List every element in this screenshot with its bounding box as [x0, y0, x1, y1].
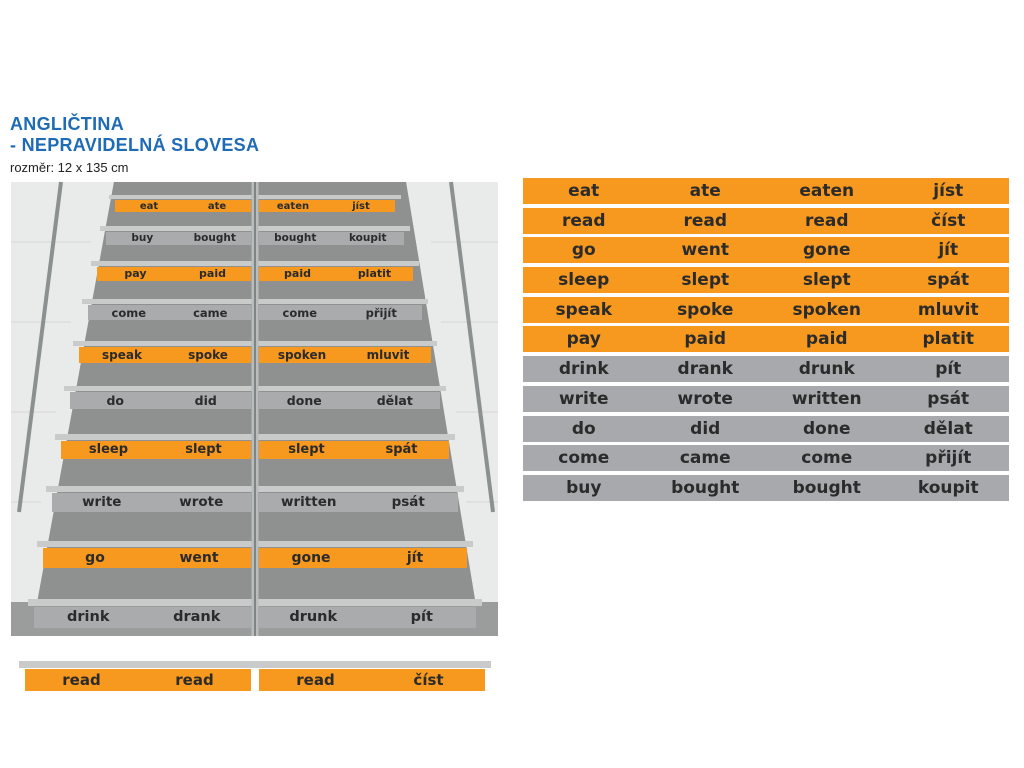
stair-panel [259, 548, 467, 568]
stair-word: jíst [352, 200, 370, 212]
stair-tread [37, 541, 473, 547]
stair-panel [259, 441, 449, 459]
stair-word: jít [406, 550, 424, 566]
stair-word: did [194, 393, 217, 408]
stair-tread [46, 486, 464, 492]
table-cell: bought [671, 477, 740, 498]
table-row [523, 208, 1009, 234]
table-row [523, 356, 1009, 382]
stair-word: done [286, 393, 322, 408]
table-cell: slept [802, 270, 851, 291]
table-cell: paid [684, 329, 727, 350]
table-cell: pít [935, 359, 962, 380]
stair-word: come [111, 305, 146, 320]
table-cell: přijít [925, 448, 972, 469]
table-row [523, 416, 1009, 442]
stair-word: go [85, 550, 105, 566]
stair-word: read [62, 671, 101, 689]
table-cell: platit [922, 329, 975, 350]
stair-word: drank [173, 609, 221, 626]
stair-panel [52, 493, 251, 512]
stair-word: ate [207, 200, 227, 212]
table-cell: drank [677, 359, 733, 380]
stair-word: eaten [276, 200, 310, 212]
stair-word: spát [385, 442, 418, 458]
stair-word: dělat [376, 393, 413, 408]
table-cell: write [558, 388, 609, 409]
stair-word: speak [102, 347, 142, 362]
stair-word: psát [391, 494, 425, 511]
stair-panel [88, 305, 251, 320]
table-cell: speak [555, 299, 613, 320]
table-cell: buy [566, 477, 602, 498]
stair-word: slept [185, 442, 222, 458]
table-cell: went [681, 240, 729, 261]
stair-word: came [193, 305, 228, 320]
table-row [523, 178, 1009, 204]
table-row [523, 267, 1009, 293]
table-cell: came [679, 448, 731, 469]
stair-panel [61, 441, 251, 459]
stair-word: mluvit [366, 347, 410, 362]
stair-tread [55, 434, 455, 440]
stair-panel [259, 347, 431, 363]
stair-word: wrote [179, 494, 224, 511]
stair-panel [259, 493, 458, 512]
table-cell: pay [566, 329, 601, 350]
stair-word: číst [413, 671, 444, 689]
staircase-photo [11, 182, 498, 689]
table-cell: spoke [677, 299, 734, 320]
stair-word: slept [288, 442, 325, 458]
stair-panel [259, 305, 422, 320]
verbs-table [523, 178, 1009, 505]
table-cell: psát [927, 388, 970, 409]
stair-tread [109, 195, 401, 199]
table-cell: gone [803, 240, 851, 261]
stair-word: drink [67, 609, 110, 626]
table-cell: ate [689, 181, 721, 201]
table-cell: mluvit [917, 299, 979, 320]
stair-word: do [106, 393, 125, 408]
table-cell: drink [558, 359, 609, 380]
table-row [523, 237, 1009, 263]
table-cell: spoken [792, 299, 861, 320]
table-cell: eaten [799, 181, 855, 201]
table-cell: bought [792, 477, 861, 498]
stair-word: paid [284, 267, 311, 281]
stair-word: went [179, 550, 219, 566]
stair-word: eat [139, 200, 159, 212]
stair-tread [73, 341, 437, 346]
table-row [523, 297, 1009, 323]
stair-tread [91, 261, 419, 266]
stair-word: spoken [277, 347, 327, 362]
table-cell: paid [805, 329, 848, 350]
stair-word: koupit [348, 232, 387, 245]
stair-tread [19, 661, 491, 668]
table-cell: read [804, 210, 849, 231]
stair-tread [100, 226, 410, 230]
stair-word: přijít [365, 305, 397, 320]
stair-word: pay [124, 267, 147, 281]
table-cell: sleep [558, 270, 610, 291]
stair-panel [115, 200, 251, 212]
stair-panel [259, 607, 476, 628]
table-cell: eat [568, 181, 600, 201]
stair-word: platit [357, 267, 392, 281]
table-cell: go [571, 240, 596, 261]
stair-word: bought [274, 232, 317, 245]
stair-word: come [282, 305, 317, 320]
table-cell: jít [938, 240, 959, 261]
table-cell: jíst [933, 181, 964, 201]
table-row [523, 326, 1009, 352]
stair-word: write [82, 494, 122, 511]
stair-panel [97, 267, 251, 281]
stair-word: drunk [289, 609, 338, 626]
stair-word: written [281, 494, 337, 511]
table-cell: read [561, 210, 606, 231]
stair-panel [259, 267, 413, 281]
table-cell: drunk [798, 359, 855, 380]
table-cell: slept [681, 270, 730, 291]
table-cell: read [683, 210, 728, 231]
stair-panel [43, 548, 251, 568]
stair-word: gone [291, 550, 331, 566]
stair-word: read [175, 671, 214, 689]
title-line-1: ANGLIČTINA [10, 114, 124, 134]
stair-tread [64, 386, 446, 392]
stair-panel [259, 669, 485, 691]
title-line-2: - NEPRAVIDELNÁ SLOVESA [10, 135, 260, 155]
table-cell: written [791, 388, 862, 409]
stair-panel [79, 347, 251, 363]
stair-tread [82, 299, 428, 304]
table-cell: did [690, 418, 721, 439]
stair-word: sleep [88, 442, 129, 458]
table-cell: done [803, 418, 851, 439]
stair-word: spoke [188, 347, 228, 362]
table-row [523, 475, 1009, 501]
table-cell: koupit [917, 477, 979, 498]
table-cell: come [801, 448, 853, 469]
stair-word: paid [199, 267, 226, 281]
stair-panel [34, 607, 251, 628]
stair-panel [70, 392, 251, 409]
stair-word: pít [410, 609, 433, 626]
table-cell: číst [931, 210, 966, 231]
stair-word: buy [131, 232, 154, 245]
size-label: rozměr: 12 x 135 cm [10, 160, 129, 175]
table-cell: dělat [923, 418, 973, 439]
stair-word: bought [193, 232, 236, 245]
table-cell: come [558, 448, 610, 469]
stair-panel [25, 669, 251, 691]
table-cell: do [571, 418, 596, 439]
table-row [523, 386, 1009, 412]
stair-panel [259, 392, 440, 409]
table-row [523, 445, 1009, 471]
table-cell: wrote [677, 388, 733, 409]
stair-panel [106, 232, 251, 245]
stair-tread [28, 599, 482, 606]
stair-panel [259, 232, 404, 245]
table-cell: spát [927, 270, 970, 291]
stair-word: read [296, 671, 335, 689]
stair-panel [259, 200, 395, 212]
